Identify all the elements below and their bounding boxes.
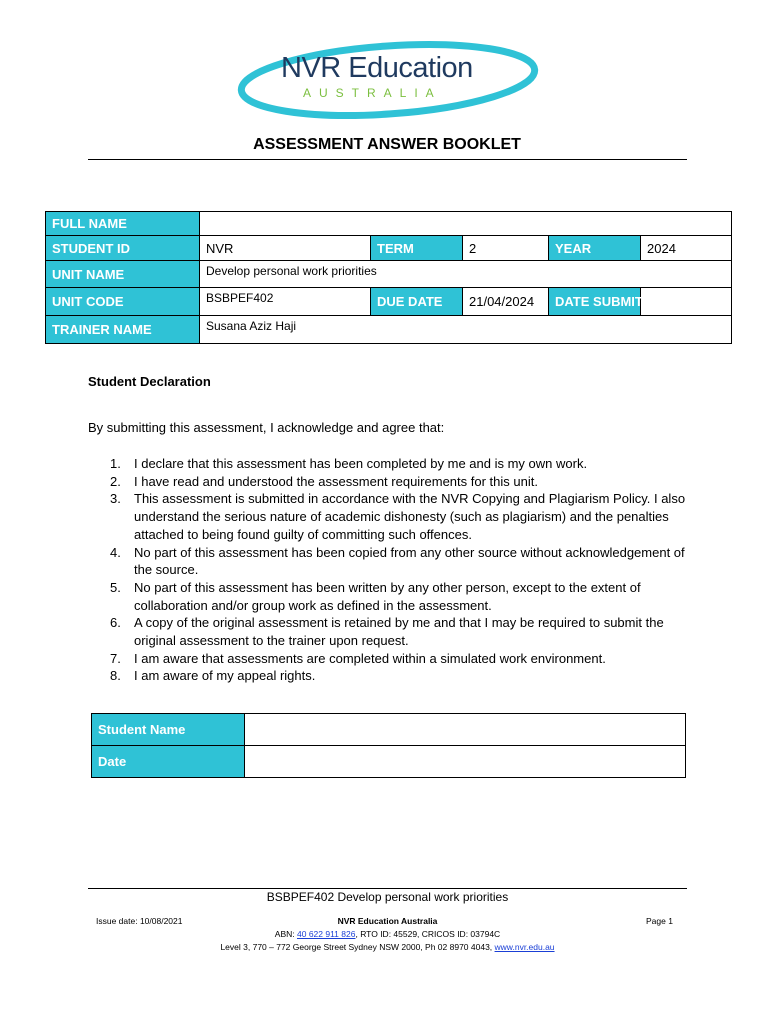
student-id-label: STUDENT ID [46,236,200,261]
list-item-number: 3. [110,491,121,507]
due-date-field[interactable]: 21/04/2024 [463,288,549,316]
list-item [88,455,698,473]
due-date-label: DUE DATE [371,288,463,316]
page-title: ASSESSMENT ANSWER BOOKLET [253,136,521,153]
list-item-number: 5. [110,579,121,595]
table-row [46,261,732,288]
website-link[interactable]: www.nvr.edu.au [494,942,555,952]
unit-code-field[interactable]: BSBPEF402 [200,288,371,316]
list-item-number: 7. [110,650,121,666]
list-item-text: I declare that this assessment has been completed by me and is my own work. [134,456,588,471]
signature-table [91,713,686,778]
unit-name-field[interactable]: Develop personal work priorities [200,261,732,288]
table-row [46,212,732,236]
list-item [88,650,698,668]
footer-address [88,942,687,952]
footer-org: NVR Education Australia [337,916,438,926]
date-submitted-label: DATE SUBMITTED [549,288,641,316]
list-item-number: 2. [110,473,121,489]
footer-issue-date: Issue date: 10/08/2021 [96,916,183,926]
logo-name: NVR Education [281,52,473,84]
unit-code-label: UNIT CODE [46,288,200,316]
list-item-text: This assessment is submitted in accordance with the NVR Copying and Plagiarism Policy. I also understand the serious nature of academic dishonesty (such as plagiarism) and the penalties attached to being found guilty of committing such offences. [134,491,686,542]
list-item-text: I have read and understood the assessment requirements for this unit. [134,473,538,489]
student-info-table [45,211,732,344]
list-item [88,667,698,685]
list-item-text: No part of this assessment has been copied from any other source without acknowledgement of the source. [134,544,685,578]
list-item-number: 1. [110,456,121,471]
list-item-number: 8. [110,668,121,684]
student-id-field[interactable]: NVR [200,236,371,261]
table-row [46,236,732,261]
abn-suffix: , RTO ID: 45529, CRICOS ID: 03794C [355,929,501,939]
list-item-number: 4. [110,544,121,560]
table-row [92,714,686,746]
abn-link[interactable]: 40 622 911 826 [297,929,356,939]
list-item [88,490,698,543]
list-item-text: I am aware that assessments are completed within a simulated work environment. [134,650,606,666]
table-row [46,316,732,344]
list-item-text: A copy of the original assessment is retained by me and that I may be required to submit the original assessment to the trainer upon request. [134,615,664,649]
list-item [88,473,698,491]
term-field[interactable]: 2 [463,236,549,261]
table-row [46,288,732,316]
student-name-field[interactable] [245,714,686,746]
year-label: YEAR [549,236,641,261]
full-name-field[interactable] [200,212,732,236]
trainer-name-field[interactable]: Susana Aziz Haji [200,316,732,344]
unit-name-label: UNIT NAME [46,261,200,288]
declaration-heading: Student Declaration [88,374,211,389]
footer-unit-title: BSBPEF402 Develop personal work priorities [266,890,509,904]
list-item [88,544,698,579]
list-item-number: 6. [110,615,121,631]
nvr-logo [236,40,540,122]
full-name-label: FULL NAME [46,212,200,236]
date-field[interactable] [245,746,686,778]
list-item-text: I am aware of my appeal rights. [134,668,316,684]
student-name-label: Student Name [92,714,245,746]
address-text: Level 3, 770 – 772 George Street Sydney NSW 2000, Ph 02 8970 4043, [220,942,495,952]
list-item [88,614,698,649]
year-field[interactable]: 2024 [641,236,732,261]
logo-subtitle: AUSTRALIA [303,86,442,100]
list-item [88,579,698,614]
date-label: Date [92,746,245,778]
declaration-list [88,455,698,685]
trainer-name-label: TRAINER NAME [46,316,200,344]
declaration-intro: By submitting this assessment, I acknowledge and agree that: [88,420,445,435]
title-divider [88,159,687,160]
term-label: TERM [371,236,463,261]
list-item-text: No part of this assessment has been written by any other person, except to the extent of collaboration and/or group work as defined in the assessment. [134,579,641,613]
footer-divider [88,888,687,889]
footer-page-number: Page 1 [646,916,673,926]
abn-prefix: ABN: [274,929,297,939]
table-row [92,746,686,778]
footer-abn [88,929,687,939]
